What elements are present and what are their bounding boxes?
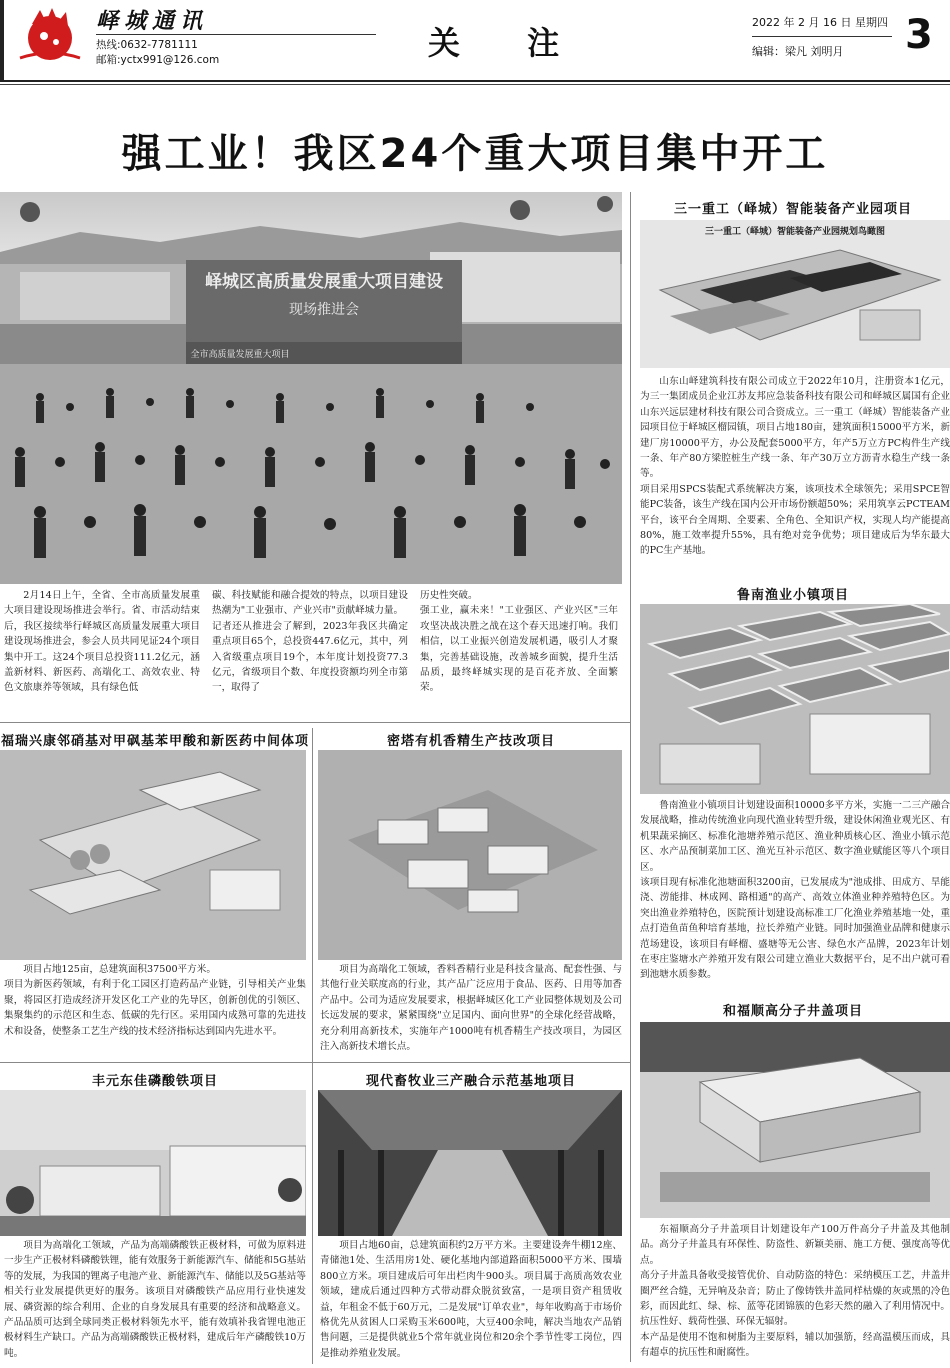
furui-render <box>0 750 306 960</box>
sanyi-title: 三一重工（峄城）智能装备产业园项目 <box>673 202 912 217</box>
mita-title: 密塔有机香精生产技改项目 <box>386 734 555 749</box>
hotline: 热线:0632-7781111 <box>96 39 198 51</box>
issue-date: 2022 年 2 月 16 日 星期四 <box>752 16 888 29</box>
masthead-edge-bar <box>0 0 4 80</box>
section-title: 关 注 <box>428 24 588 62</box>
furui-paragraph: 项目占地125亩，总建筑面积37500平方米。 项目为新医药领域，有利于化工园区打造药品产业链，引导相关产业集聚，将园区打造成经济开发区化工产业的先导区，创新创优的引领区、集聚集约的示范区和生态、低碳的先行区。采用国内成熟可靠的先进技术和设备，使整条工艺生产线的技术经济指标达到国内先进水平。 <box>4 964 306 1037</box>
main-event-photo <box>0 192 622 584</box>
banner-strip-text: 全市高质量发展重大项目 <box>190 350 290 360</box>
masthead-rule <box>0 80 950 82</box>
xiandai-photo <box>318 1090 622 1236</box>
paper-name: 峄城通讯 <box>96 8 209 34</box>
fengyuan-photo <box>0 1090 306 1236</box>
mita-render <box>318 750 622 960</box>
fengyuan-text <box>4 1238 306 1361</box>
email: 邮箱:yctx991@126.com <box>96 54 220 66</box>
editors: 编辑：梁凡 刘明月 <box>752 45 844 58</box>
section-divider <box>0 722 630 723</box>
main-article-text: 2月14日上午，全省、全市高质量发展重大项目建设现场推进会举行。省、市活动结束后，我区接续举行峄城区高质量发展重大项目建设现场推进会，参会人员共同见证24个项目集中开工。这24个项目总投资111.2亿元，涵盖新材料、新医药、高端化工、高效农业、特色文旅康养等领域，具有绿色低 <box>4 590 200 694</box>
fengyuan-paragraph: 项目为高端化工领域，产品为高端磷酸铁正极材料，可做为原料进一步生产正极材料磷酸铁锂，能有效服务于新能源汽车、储能和5G基站等的发展，为我国的锂离子电池产业、新能源汽车、储能以及5G基站等相关行业发展提供更好的服务。该项目对磷酸铁产品应用行业快速发展、磷资源的综合利用、企业的自身发展具有重要的经济和战略意义。产品品质可达到全球同类正极材料领先水平，能有效填补我省锂电池正极材料生产缺口。产品为高端磷酸铁正极材料，建成后年产磷酸铁10万吨。 <box>4 1240 306 1359</box>
hefushun-title: 和福顺高分子井盖项目 <box>722 1004 863 1019</box>
lunan-text <box>640 798 950 983</box>
lunan-title: 鲁南渔业小镇项目 <box>736 588 849 603</box>
xiandai-text <box>320 1238 622 1361</box>
main-article-col2 <box>212 588 408 696</box>
lunan-paragraph: 鲁南渔业小镇项目计划建设面积10000多平方米，实施一二三产融合发展战略，推动传统渔业向现代渔业转型升级，建设休闲渔业观光区、有机果蔬采摘区、标准化池塘养殖示范区、渔业种质核心区、渔业小镇示范区、水产品预制菜加工区、渔光互补示范区、数字渔业赋能区等八个项目区。 该项目现有标准化池塘面积3200亩，已发展成为"池成排、田成方、旱能浇、涝能排、林成网、路相通"的高产、高效立体渔业种养殖特色区。为突出渔业养殖特色，医院预计划建设高标准工厂化渔业养殖基地一处，重点打造鱼苗鱼种培育基地，拉长养殖产业链。同时加强渔业品牌和健康示范场建设，该项目有峄榴、盛塘等无公害、绿色水产品牌，2023年计划在枣庄鉴塘水产养殖开发有限公司建立渔业大数据平台，足不出户就可看到池塘水质参数。 <box>640 800 950 981</box>
fengyuan-title: 丰元东佳磷酸铁项目 <box>91 1074 218 1089</box>
mita-text <box>320 962 622 1054</box>
hefushun-text <box>640 1222 950 1361</box>
furui-text <box>4 962 306 1039</box>
hefushun-paragraph: 东福顺高分子井盖项目计划建设年产100万件高分子井盖及其他制品。高分子井盖具有环保性、防盗性、新颖美丽、施工方便、强度高等优点。 高分子井盖具备收受接管优价、自动防盗的特色：采纳模压工艺，井盖井圈严丝合缝，无异响及杂音；防止了像铸铁井盖同样枯燥的灰或黑的冷色彩，而因此红、绿、棕、蓝等花团锦簇的色彩天然的融入了利用情况中。抗压性好、载荷性强、环保无辐射。 本产品是使用不饱和树脂为主要原料，辅以加强筋，经高温模压而成，具有超卓的抗压性和耐腐性。 <box>640 1224 950 1359</box>
main-headline: 强工业！我区24个重大项目集中开工 <box>121 131 829 177</box>
contact-info <box>96 38 219 68</box>
newspaper-logo <box>10 4 90 66</box>
banner-text-line1: 峄城区高质量发展重大项目建设 <box>205 272 443 292</box>
main-article-text: 碳、科技赋能和融合提效的特点，以项目建设热潮为"工业强市、产业兴市"贡献峄城力量。 记者还从推进会了解到，2023年我区共确定重点项目65个，总投资447.6亿元，其中，列入省级重点项目19个，本年度计划投资77.3亿元，省级项目个数、年度投资额均列全市第一，取得了 <box>212 590 408 694</box>
masthead-rule-thin <box>0 84 950 85</box>
hefushun-render <box>640 1022 950 1218</box>
main-article-col3 <box>420 588 618 696</box>
masthead-divider <box>96 34 376 35</box>
banner-text-line2: 现场推进会 <box>289 302 359 318</box>
lunan-render <box>640 604 950 794</box>
render-label: 三一重工（峄城）智能装备产业园规划鸟瞰图 <box>704 227 886 237</box>
sanyi-text <box>640 374 950 559</box>
column-divider-mid <box>312 728 313 1364</box>
column-divider <box>630 192 631 1362</box>
mita-paragraph: 项目为高端化工领域，香料香精行业是科技含量高、配套性强、与其他行业关联度高的行业，其产品广泛应用于食品、医药、日用等加香产品中。公司为适应发展要求，根据峄城区化工产业园整体规划及公司长远发展的要求，紧紧围绕"立足国内、面向世界"的全球化经营战略，充分利用高新技术，实施年产1000吨有机香精生产技改项目，为园区注入高新技术增长点。 <box>320 964 622 1053</box>
page-number: 3 <box>905 12 933 58</box>
main-article-col1 <box>4 588 200 696</box>
furui-title: 福瑞兴康邻硝基对甲砜基苯甲酸和新医药中间体项 <box>0 734 309 749</box>
section-divider <box>0 1062 630 1063</box>
sanyi-paragraph: 山东山峄建筑科技有限公司成立于2022年10月，注册资本1亿元，为三一集团成员企业江苏友邦应急装备科技有限公司和峄城区属国有企业山东兴远层建材科技有限公司合资成立。三一重工（峄城）智能装备产业园项目位于峄城区榴园镇，项目占地180亩，建筑面积15000平方米，新建厂房10000平方，办公及配套5000平方，年产5万立方PC构件生产线一条、年产80方梁腔桩生产线一条、年产30万立方沥青水稳生产线一条等。 项目采用SPCS装配式系统解决方案，该项技术全球领先；采用SPCE智能PC装备，该生产线在国内公开市场份额超50%；采用筑享云PCTEAM平台，该平台全周期、全要素、全角色、全知识产权，实现人均产能提高80%，施工效率提升55%，具有绝对竞争优势；项目建成后为华东最大的PC生产基地。 <box>640 376 950 557</box>
date-divider <box>752 36 892 37</box>
xiandai-title: 现代畜牧业三产融合示范基地项目 <box>365 1074 576 1089</box>
sanyi-render <box>640 220 950 368</box>
xiandai-paragraph: 项目占地60亩，总建筑面积约2万平方米。主要建设奔牛棚12座、青储池1处、生活用房1处、硬化基地内部道路面积5000平方米、围墙800立方米。项目建成后可年出栏肉牛900头。项目属于高质高效农业领域，建成后通过四种方式带动群众脱贫致富，一是项目资产租赁收益，年租金不低于60万元，二是发展"订单农业"，每年收购高于市场价格优先从贫困人口采购玉米600吨，大豆400余吨，解决当地农产品销售问题，三是提供就业5个常年就业岗位和20余个季节性零工岗位，四是推动养殖业发展。 <box>320 1240 622 1359</box>
main-article-text: 历史性突破。 强工业，赢未来！"工业强区、产业兴区"三年攻坚决战决胜之战在这个春天迅速打响。我们相信，以工业振兴创造发展机遇，吸引人才聚集，完善基础设施，改善城乡面貌，提升生活品质，最终峄城实现的是百花齐放、全面繁荣。 <box>420 590 618 694</box>
